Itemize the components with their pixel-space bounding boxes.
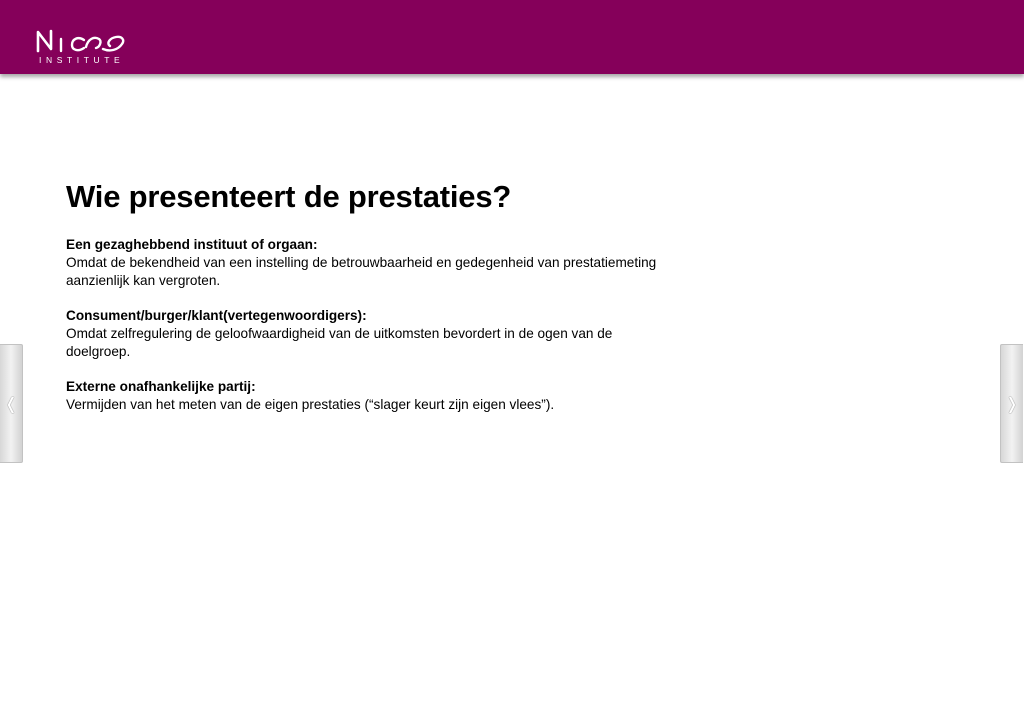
section-external	[66, 378, 666, 414]
section-authority	[66, 236, 666, 290]
slide-title: Wie presenteert de prestaties?	[66, 179, 512, 214]
section-heading: Een gezaghebbend instituut of orgaan:	[66, 237, 318, 252]
nicis-logo	[36, 28, 132, 68]
section-heading: Consument/burger/klant(vertegenwoordigers):	[66, 308, 367, 323]
logo-wordmark	[36, 28, 132, 54]
section-consumer	[66, 307, 666, 361]
section-text: Omdat de bekendheid van een instelling de betrouwbaarheid en gedegenheid van prestatiemeting aanzienlijk kan vergroten.	[66, 255, 657, 288]
logo-subtitle: INSTITUTE	[39, 55, 125, 65]
section-heading: Externe onafhankelijke partij:	[66, 379, 256, 394]
chevron-left-icon: ❬	[4, 393, 18, 413]
slide-content	[66, 176, 666, 414]
header-bar	[0, 0, 1024, 74]
section-text: Vermijden van het meten van de eigen prestaties (“slager keurt zijn eigen vlees”).	[66, 397, 555, 412]
section-text: Omdat zelfregulering de geloofwaardigheid van de uitkomsten bevordert in de ogen van de doelgroep.	[66, 326, 613, 359]
previous-slide-button[interactable]	[0, 344, 23, 463]
next-slide-button[interactable]	[1000, 344, 1023, 463]
chevron-right-icon: ❭	[1005, 393, 1019, 413]
